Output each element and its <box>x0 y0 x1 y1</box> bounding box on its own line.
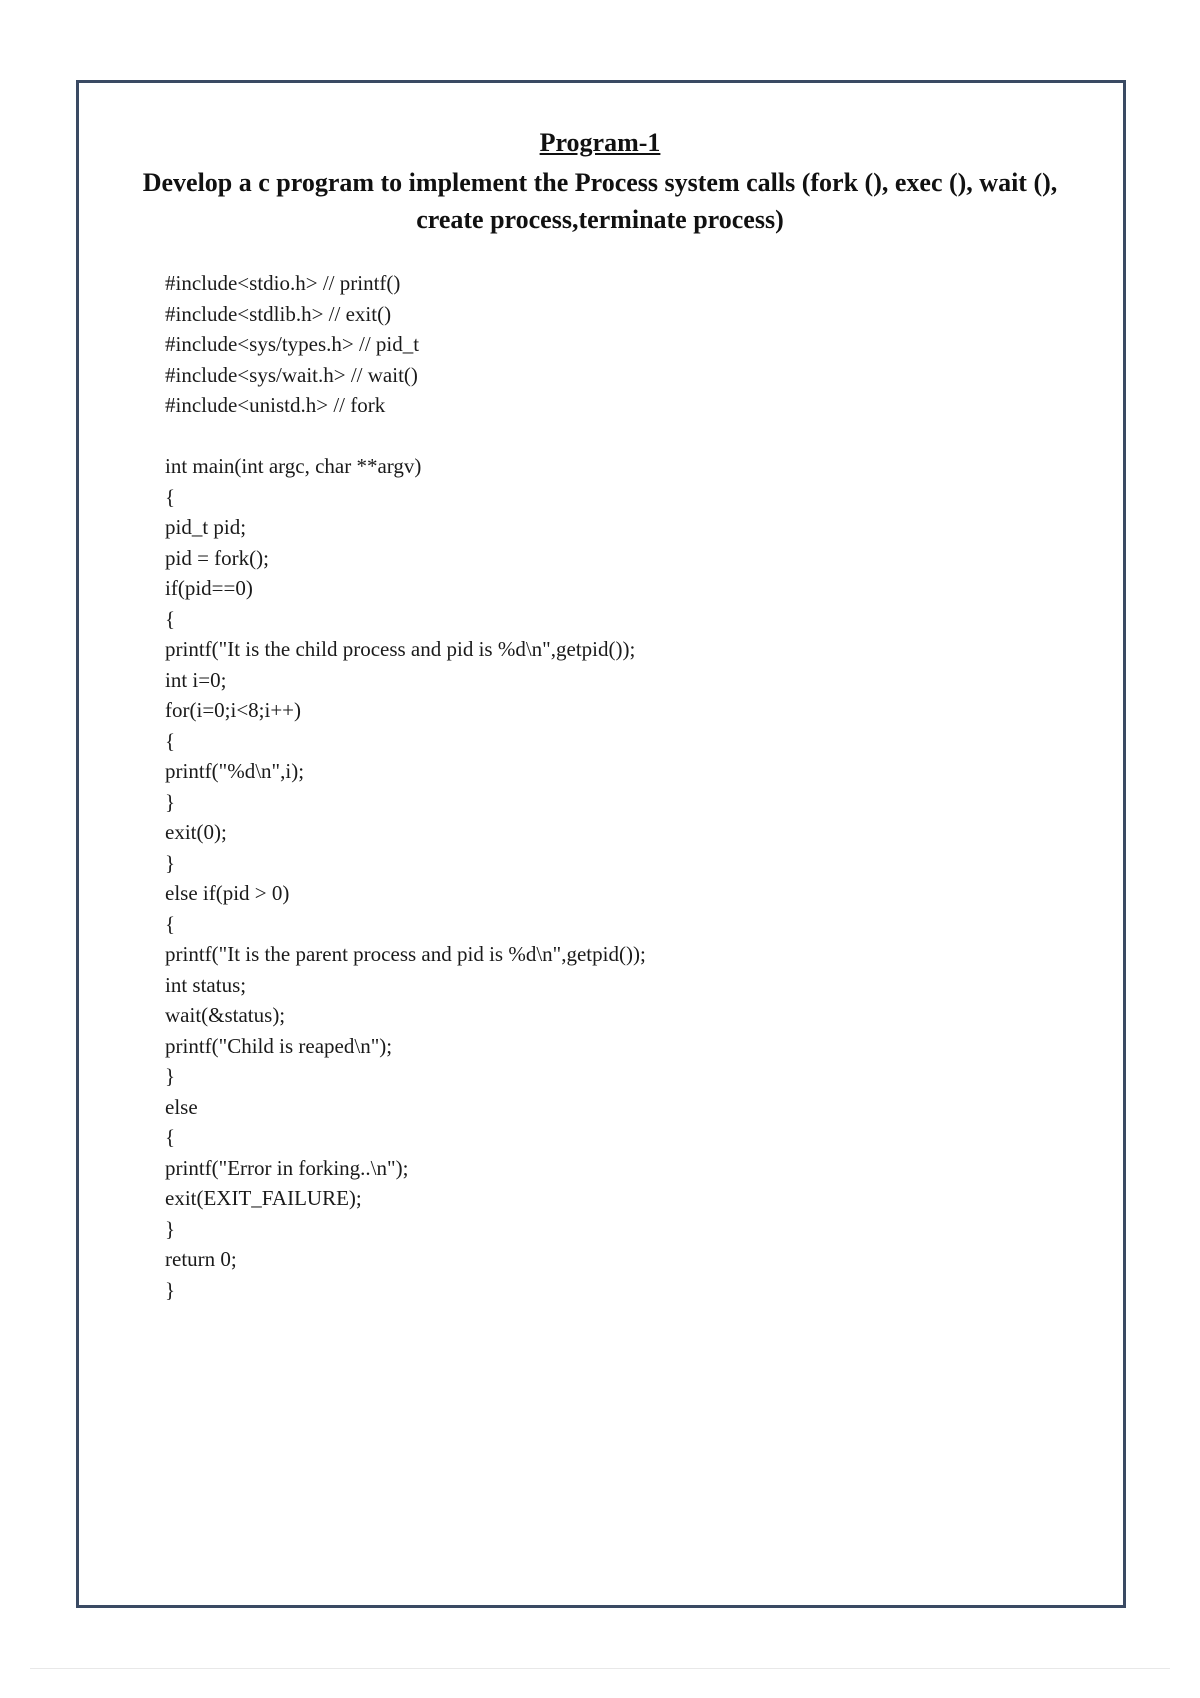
code-line: printf("It is the parent process and pid is %d\n",getpid()); <box>165 942 646 966</box>
code-line: wait(&status); <box>165 1003 286 1027</box>
code-line: { <box>165 606 176 631</box>
code-line: #include<unistd.h> // fork <box>165 393 386 417</box>
program-title: Program-1 <box>539 128 661 157</box>
program-description <box>100 164 1100 238</box>
code-line: printf("It is the child process and pid is %d\n",getpid()); <box>165 637 636 661</box>
code-line: printf("%d\n",i); <box>165 759 305 783</box>
code-line: { <box>165 911 176 936</box>
code-line: int main(int argc, char **argv) <box>165 454 422 478</box>
code-line: { <box>165 728 176 753</box>
code-line: } <box>165 850 176 875</box>
code-line: } <box>165 1216 176 1241</box>
code-line: exit(0); <box>165 820 227 844</box>
code-line: printf("Error in forking..\n"); <box>165 1155 409 1180</box>
code-line: int i=0; <box>165 667 227 692</box>
code-line: printf("Child is reaped\n"); <box>165 1033 393 1058</box>
code-line: return 0; <box>165 1247 237 1271</box>
code-line: { <box>165 1125 176 1149</box>
code-line: { <box>165 484 176 509</box>
code-line: pid = fork(); <box>165 545 269 570</box>
code-line: else if(pid > 0) <box>165 881 290 905</box>
code-line: for(i=0;i<8;i++) <box>165 698 302 722</box>
code-line: #include<stdlib.h> // exit() <box>165 301 392 326</box>
code-line <box>165 421 646 452</box>
code-line: else <box>165 1094 198 1119</box>
code-line: } <box>165 1064 176 1088</box>
code-listing <box>165 268 646 1305</box>
code-line: if(pid==0) <box>165 576 253 600</box>
code-line: #include<stdio.h> // printf() <box>165 271 401 295</box>
page-bottom-divider <box>30 1668 1170 1669</box>
code-line: #include<sys/types.h> // pid_t <box>165 332 420 356</box>
code-line: pid_t pid; <box>165 515 247 539</box>
code-line: } <box>165 1277 176 1302</box>
program-description-line-1: Develop a c program to implement the Process system calls (fork (), exec (), wait (), <box>142 168 1058 197</box>
program-description-line-2: create process,terminate process) <box>416 205 784 234</box>
code-line: #include<sys/wait.h> // wait() <box>165 362 418 387</box>
code-line: int status; <box>165 972 247 997</box>
code-line: exit(EXIT_FAILURE); <box>165 1186 362 1210</box>
code-line: } <box>165 789 176 814</box>
